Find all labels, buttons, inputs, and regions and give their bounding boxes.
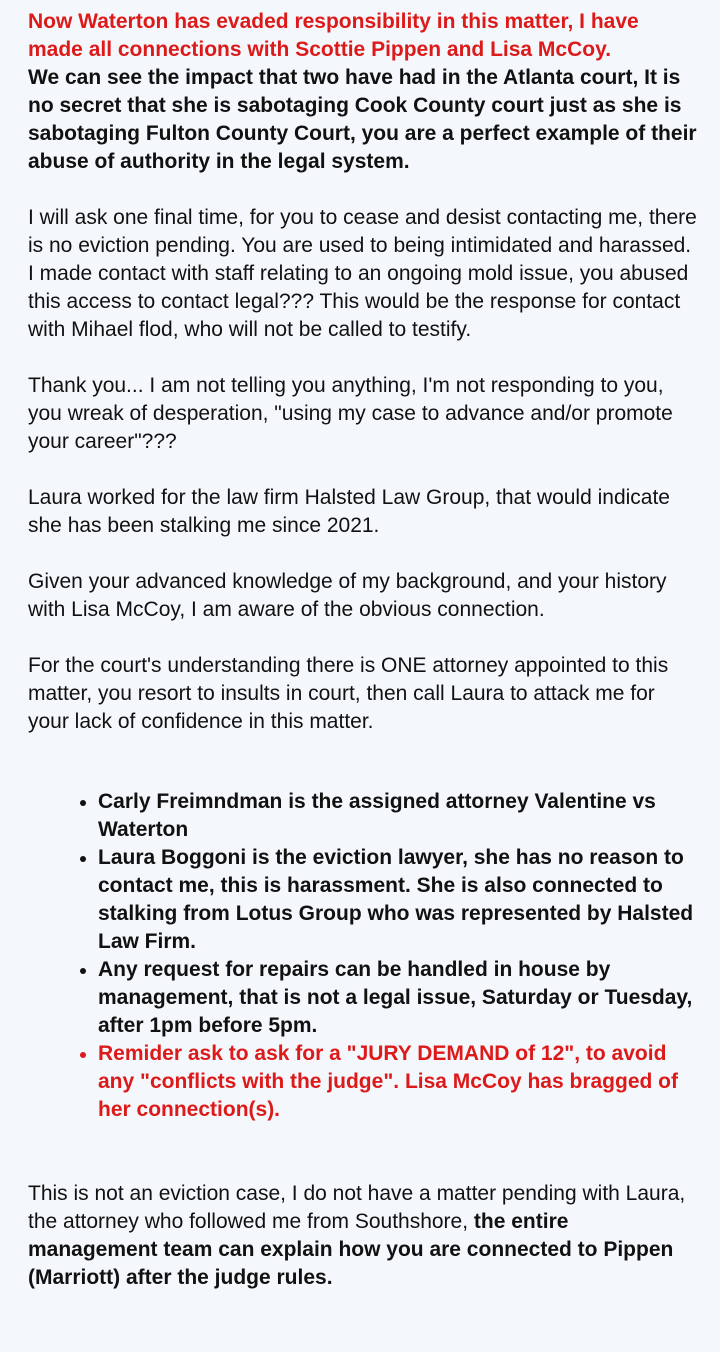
paragraph-laura-law-firm: Laura worked for the law firm Halsted Law Group, that would indicate she has been stalking me since 2021. xyxy=(28,486,670,537)
list-item: • Laura Boggoni is the eviction lawyer, she has no reason to contact me, this is harassment. She is also connected to stalking from Lotus Group who was represented by Halsted Law Firm. xyxy=(98,844,698,956)
intro-red-text: Now Waterton has evaded responsibility in this matter, I have made all connections with Scottie Pippen and Lisa McCoy. xyxy=(28,10,639,61)
paragraph-thank-you: Thank you... I am not telling you anything, I'm not responding to you, you wreak of desperation, "using my case to advance and/or promote your career"??? xyxy=(28,374,673,453)
closing-normal-text: This is not an eviction case, I do not have a matter pending with Laura, the attorney who followed me from Southshore, xyxy=(28,1182,686,1233)
paragraph-court-understanding: For the court's understanding there is ONE attorney appointed to this matter, you resort to insults in court, then call Laura to attack me for your lack of confidence in this matter. xyxy=(28,654,669,733)
spacer xyxy=(28,624,698,652)
paragraph-background-knowledge: Given your advanced knowledge of my background, and your history with Lisa McCoy, I am aware of the obvious connection. xyxy=(28,570,667,621)
spacer xyxy=(28,1124,698,1180)
list-item: • Any request for repairs can be handled in house by management, that is not a legal issue, Saturday or Tuesday, after 1pm before 5pm. xyxy=(98,956,698,1040)
spacer xyxy=(28,176,698,204)
paragraph-cease-desist: I will ask one final time, for you to cease and desist contacting me, there is no eviction pending. You are used to being intimidated and harassed. I made contact with staff relating to an ongoing mold issue, you abused this access to contact legal??? This would be the response for contact with Mihael flod, who will not be called to testify. xyxy=(28,206,697,341)
intro-bold-text: We can see the impact that two have had in the Atlanta court, It is no secret that she is sabotaging Cook County court just as she is sabotaging Fulton County Court, you are a perfect example of their abuse of authority in the legal system. xyxy=(28,66,697,173)
bullet-list xyxy=(28,788,698,1124)
closing-bold-text: the entire management team can explain how you are connected to Pippen (Marriott) after the judge rules. xyxy=(28,1210,674,1289)
intro-paragraph xyxy=(28,8,698,176)
list-item: • Carly Freimndman is the assigned attorney Valentine vs Waterton xyxy=(98,788,698,844)
spacer xyxy=(28,540,698,568)
closing-paragraph xyxy=(28,1180,698,1292)
list-item: • Remider ask to ask for a "JURY DEMAND of 12", to avoid any "conflicts with the judge". Lisa McCoy has bragged of her connection(s). xyxy=(98,1040,698,1124)
spacer xyxy=(28,736,698,788)
spacer xyxy=(28,456,698,484)
spacer xyxy=(28,344,698,372)
